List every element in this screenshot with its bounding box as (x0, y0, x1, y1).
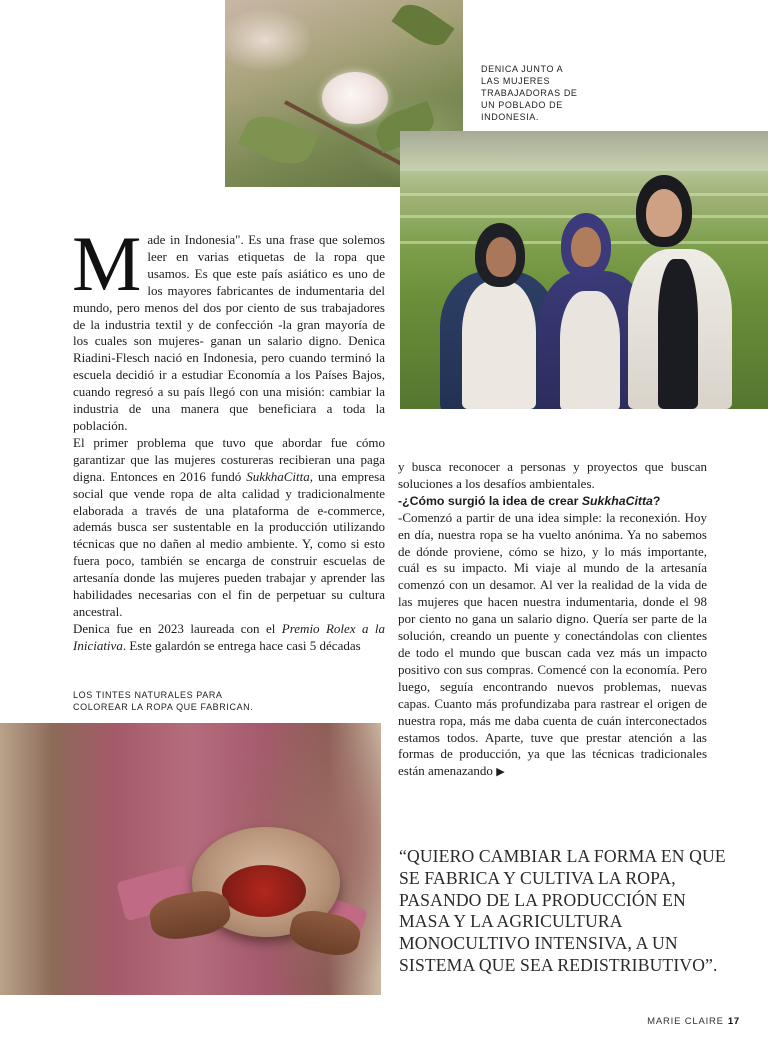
answer-text: -Comenzó a partir de una idea simple: la reconexión. Hoy en día, nuestra ropa se ha vuelto anónima. Ya no sabemos de dónde proviene, cómo se hizo, y lo más importante, cuál es su impacto. Mi viaje al mundo de la artesanía comenzó con un desamor. Al ver la realidad de la vida de las mujeres que hacen nuestra indumentaria, donde el 98 por ciento no gana un salario digno. Quería ser parte de la solución, creando un puente y conectándolas con clientes de todo el mundo que buscan cada vez más un impacto positivo con sus compras. Comencé con la economía. Pero luego, seguía encontrando nuevos problemas, nuevas capas. Cuanto más profundizaba para rastrear el origen de nuestra ropa, más me daba cuenta de cuán interconectados estamos todos. Aparte, tuve que prestar atención a las formas de producción, ya que las técnicas tradicionales están amenazando (398, 509, 707, 779)
natural-dye-photo (0, 723, 381, 995)
cotton-boll (322, 72, 388, 124)
award-name: Premio Rolex a la Iniciativa (73, 620, 385, 653)
interview-answer (398, 510, 707, 782)
article-column-right (398, 459, 707, 781)
page-footer (620, 1016, 740, 1027)
cotton-leaf (238, 107, 318, 173)
question-mark: ? (652, 493, 661, 508)
photo-sky (400, 131, 768, 171)
paragraph-text: Denica fue en 2023 laureada con el (73, 620, 282, 636)
paragraph-text: . Este galardón se entrega hace casi 5 décadas (122, 637, 361, 653)
brand-name: SukkhaCitta (581, 493, 653, 508)
pull-quote: “QUIERO CAMBIAR LA FORMA EN QUE SE FABRICA Y CULTIVA LA ROPA, PASANDO DE LA PRODUCCIÓN EN MASA Y LA AGRICULTURA MONOCULTIVO INTENSIVA, A UN SISTEMA QUE SEA REDISTRIBUTIVO”. (399, 846, 726, 975)
interview-question (398, 493, 707, 510)
question-text: -¿Cómo surgió la idea de crear (398, 493, 582, 508)
continue-arrow-icon: ▶ (496, 765, 505, 779)
drop-cap: M (72, 220, 142, 307)
paragraph-text: , una empresa social que vende ropa de alta calidad y tradicionalmente elaborada a través de una plataforma de e-commerce, además busca ser sustentable en la producción utilizando técnicas que no dañen al medio ambiente. Y, como si esto fuera poco, también se encarga de construir escuelas de artesanía donde las mujeres pueden trabajar y aprender las habilidades necesarias con el fin de perpetuar su cultura ancestral. (73, 468, 385, 619)
intro-text: ade in Indonesia". Es una frase que solemos leer en varias etiquetas de la ropa que usamos. Es que este país asiático es uno de los mayores fabricantes de indumentaria del mundo, pero menos del dos por ciento de sus trabajadores de la industria textil y de confección -la gran mayoría de los cuales son mujeres- ganan un salario digno. Denica Riadini-Flesch nació en Indonesia, pero cuando terminó la escuela decidió ir a estudiar Economía a los Países Bajos, cuando regresó a su país llegó con una misión: cambiar la industria de una manera que beneficiara a toda la población. (73, 232, 385, 433)
article-paragraph: y busca reconocer a personas y proyectos que buscan soluciones a los desafíos ambientales. (398, 459, 707, 491)
rice-terrace (400, 193, 768, 196)
magazine-name: MARIE CLAIRE (647, 1016, 724, 1027)
article-paragraph (73, 621, 385, 655)
page-number: 17 (727, 1016, 740, 1027)
paragraph-text: El primer problema que tuvo que abordar fue cómo garantizar que las mujeres costureras recibieran una paga digna. Entonces en 2016 fundó (73, 434, 385, 484)
brand-name: SukkhaCitta (246, 468, 310, 484)
article-paragraph (73, 435, 385, 621)
cotton-leaf (391, 0, 454, 53)
photo-caption-top: DENICA JUNTO A LAS MUJERES TRABAJADORAS DE UN POBLADO DE INDONESIA. (481, 64, 578, 122)
article-column-left (72, 220, 385, 655)
women-field-photo (400, 131, 768, 409)
red-dye-powder (222, 865, 306, 917)
photo-caption-bottom: LOS TINTES NATURALES PARA COLOREAR LA ROPA QUE FABRICAN. (73, 690, 254, 712)
article-paragraph-intro (72, 220, 385, 435)
